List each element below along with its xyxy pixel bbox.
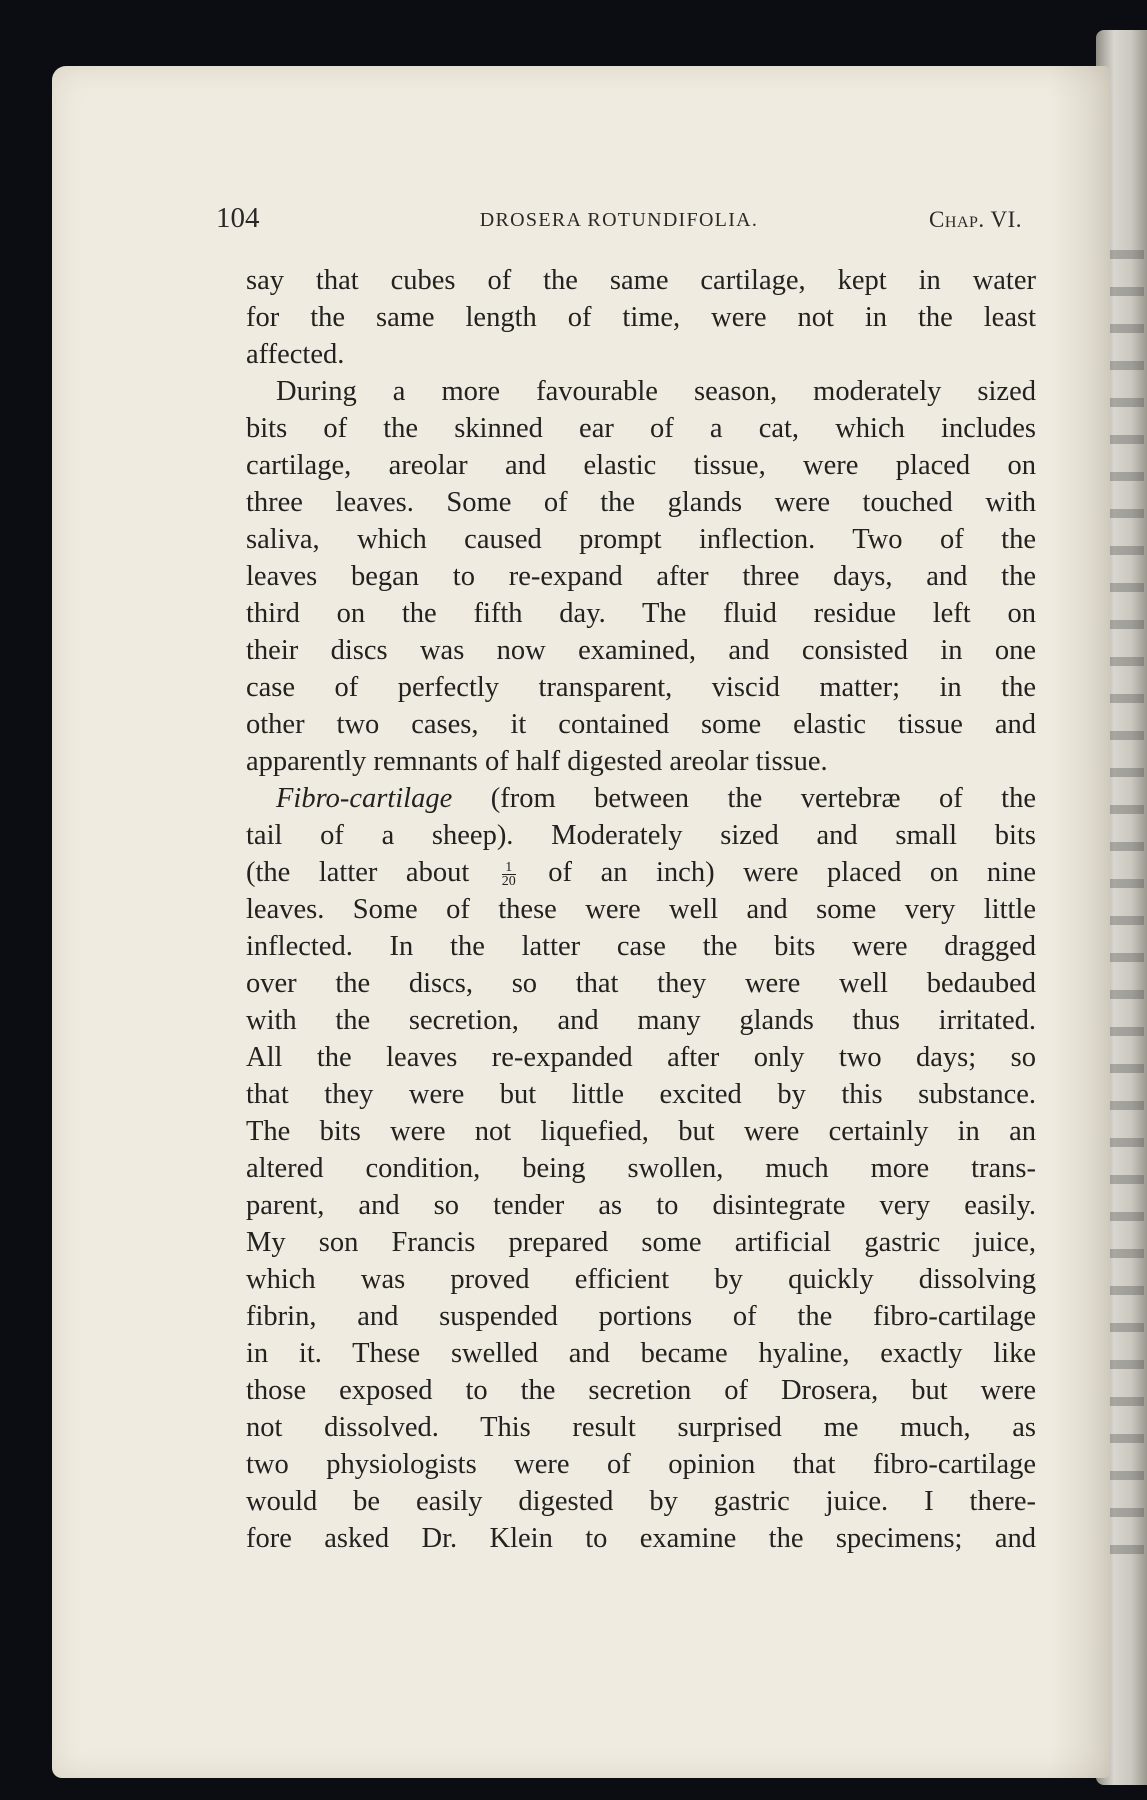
text-line: leaves began to re-expand after three days, and the <box>246 561 1036 592</box>
text-line: The bits were not liquefied, but were certainly in an <box>246 1116 1036 1147</box>
text-line: three leaves. Some of the glands were touched with <box>246 487 1036 518</box>
text-line: over the discs, so that they were well bedaubed <box>246 968 1036 999</box>
fraction-denominator: 20 <box>501 873 516 889</box>
following-pages-text-bleed <box>1106 250 1144 1570</box>
text-line: other two cases, it contained some elastic tissue and <box>246 709 1036 740</box>
text-line: leaves. Some of these were well and some very little <box>246 894 1036 925</box>
text-line <box>246 854 1036 891</box>
text-line <box>246 780 1036 817</box>
page-gutter-shadow <box>1050 66 1110 1778</box>
running-title: DROSERA ROTUNDIFOLIA. <box>479 209 759 231</box>
text-line: parent, and so tender as to disintegrate very easily. <box>246 1190 1036 1221</box>
text-line: two physiologists were of opinion that fibro-cartilage <box>246 1449 1036 1480</box>
text-span: of an inch) were placed on nine <box>548 857 1036 888</box>
text-line: that they were but little excited by this substance. <box>246 1079 1036 1110</box>
text-line: those exposed to the secretion of Drosera, but were <box>246 1375 1036 1406</box>
text-line: say that cubes of the same cartilage, kept in water <box>246 265 1036 296</box>
text-line: fore asked Dr. Klein to examine the specimens; and <box>246 1523 1036 1554</box>
text-line: with the secretion, and many glands thus irritated. <box>246 1005 1036 1036</box>
running-header <box>216 202 1022 242</box>
text-line: case of perfectly transparent, viscid matter; in the <box>246 672 1036 703</box>
text-line: All the leaves re-expanded after only two days; so <box>246 1042 1036 1073</box>
text-line: which was proved efficient by quickly dissolving <box>246 1264 1036 1295</box>
text-span: (from between the vertebræ of the <box>452 783 1036 814</box>
text-line: tail of a sheep). Moderately sized and small bits <box>246 820 1036 851</box>
text-line: My son Francis prepared some artificial gastric juice, <box>246 1227 1036 1258</box>
fraction <box>502 861 516 888</box>
text-span: (the latter about <box>246 857 470 888</box>
text-line: During a more favourable season, moderately sized <box>276 376 1036 407</box>
body-text <box>246 262 1036 1557</box>
text-line: not dissolved. This result surprised me much, as <box>246 1412 1036 1443</box>
text-line: apparently remnants of half digested areolar tissue. <box>246 746 828 777</box>
fraction-numerator: 1 <box>502 861 516 875</box>
text-line: altered condition, being swollen, much more trans- <box>246 1153 1036 1184</box>
text-line: affected. <box>246 339 345 370</box>
text-line: saliva, which caused prompt inflection. Two of the <box>246 524 1036 555</box>
text-line: inflected. In the latter case the bits were dragged <box>246 931 1036 962</box>
text-line: third on the fifth day. The fluid residue left on <box>246 598 1036 629</box>
text-line: bits of the skinned ear of a cat, which includes <box>246 413 1036 444</box>
text-line: cartilage, areolar and elastic tissue, were placed on <box>246 450 1036 481</box>
page-number: 104 <box>216 202 260 234</box>
text-line: for the same length of time, were not in the least <box>246 302 1036 333</box>
text-line: their discs was now examined, and consisted in one <box>246 635 1036 666</box>
chapter-label: Chap. VI. <box>929 207 1022 232</box>
text-line: would be easily digested by gastric juice. I there- <box>246 1486 1036 1517</box>
italic-term: Fibro-cartilage <box>276 783 453 814</box>
text-line: in it. These swelled and became hyaline, exactly like <box>246 1338 1036 1369</box>
text-line: fibrin, and suspended portions of the fibro-cartilage <box>246 1301 1036 1332</box>
